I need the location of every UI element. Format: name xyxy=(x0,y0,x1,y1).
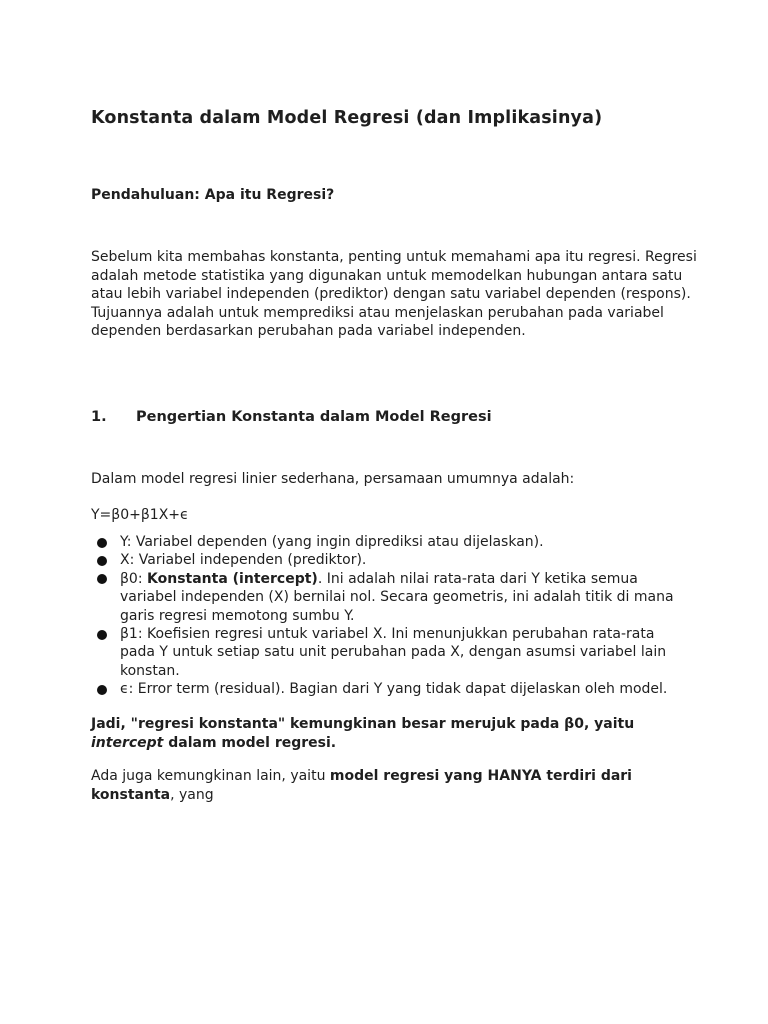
list-item xyxy=(91,533,691,551)
list-item-text: X: Variabel independen (prediktor). xyxy=(120,552,367,569)
document-title: Konstanta dalam Model Regresi (dan Implikasinya) xyxy=(91,108,603,128)
list-item-text: ϵ: Error term (residual). Bagian dari Y yang tidak dapat dijelaskan oleh model. xyxy=(120,681,668,698)
bullet-icon xyxy=(97,556,107,566)
bullet-icon xyxy=(97,685,107,695)
extra-prefix: Ada juga kemungkinan lain, yaitu xyxy=(91,768,330,784)
conclusion-part1: Jadi, "regresi konstanta" kemungkinan besar merujuk pada β0, yaitu xyxy=(91,716,635,732)
section-title: Pengertian Konstanta dalam Model Regresi xyxy=(136,409,492,425)
list-item-bold: Konstanta (intercept) xyxy=(147,570,318,587)
list-item xyxy=(91,551,691,569)
extra-bold: model regresi yang HANYA terdiri dari konstanta xyxy=(91,768,632,803)
list-item-text: β1: Koefisien regresi untuk variabel X. Ini menunjukkan perubahan rata-rata pada Y untuk setiap satu unit perubahan pada X, dengan asumsi variabel lain konstan. xyxy=(120,626,667,679)
extra-paragraph xyxy=(91,767,706,804)
list-item-prefix: β0: xyxy=(120,570,148,587)
section-number: 1. xyxy=(91,409,107,425)
bullet-icon xyxy=(97,574,107,584)
intro-paragraph: Sebelum kita membahas konstanta, penting untuk memahami apa itu regresi. Regresi adalah metode statistika yang digunakan untuk memodelkan hubungan antara satu atau lebih variabel independen (prediktor) dengan satu variabel dependen (respons). Tujuannya adalah untuk memprediksi atau menjelaskan perubahan pada variabel dependen berdasarkan perubahan pada variabel independen. xyxy=(91,249,697,340)
list-item xyxy=(91,625,691,680)
regression-equation: Y=β0+β1X+ϵ xyxy=(91,507,189,523)
list-item-suffix: . Ini adalah nilai rata-rata dari Y ketika semua variabel independen (X) bernilai nol. Secara geometris, ini adalah titik di mana garis regresi memotong sumbu Y. xyxy=(120,570,674,624)
section-1-heading xyxy=(91,409,492,425)
extra-suffix: , yang xyxy=(170,786,214,803)
conclusion-paragraph xyxy=(91,715,711,753)
definition-list xyxy=(91,533,691,699)
list-item-text: Y: Variabel dependen (yang ingin diprediksi atau dijelaskan). xyxy=(120,534,544,550)
bullet-icon xyxy=(97,630,107,640)
list-item xyxy=(91,570,691,625)
bullet-icon xyxy=(97,538,107,548)
conclusion-part2: dalam model regresi. xyxy=(163,735,337,751)
section-lead: Dalam model regresi linier sederhana, persamaan umumnya adalah: xyxy=(91,471,575,487)
conclusion-italic: intercept xyxy=(91,735,164,751)
intro-heading: Pendahuluan: Apa itu Regresi? xyxy=(91,187,335,203)
list-item xyxy=(91,680,691,698)
